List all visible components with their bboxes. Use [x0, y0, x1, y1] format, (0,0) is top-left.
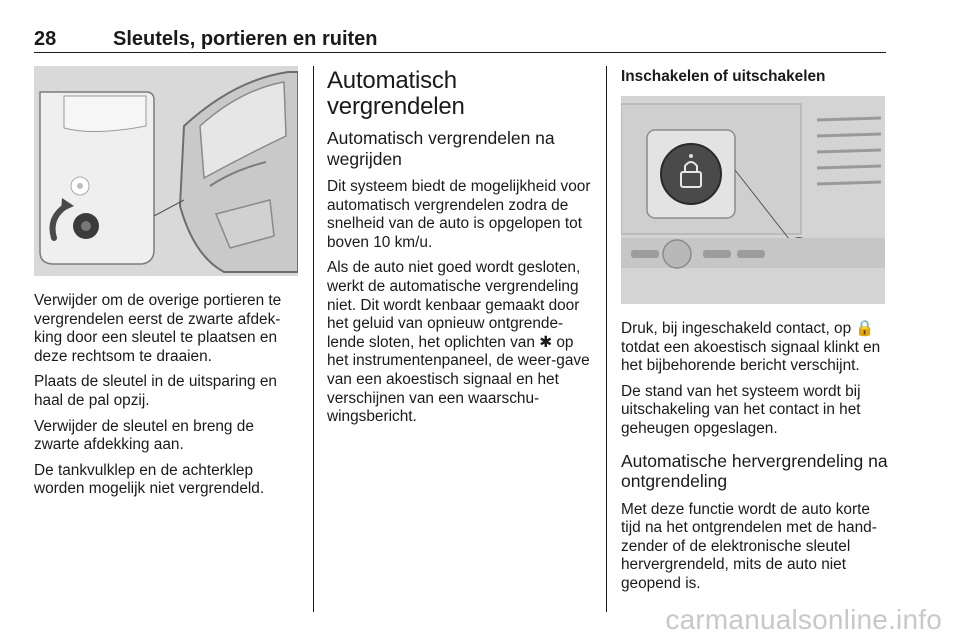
- heading-relock: Automatische hervergrendeling na ontgrendeling: [621, 450, 888, 492]
- paragraph: Dit systeem biedt de mogelijkheid voor automatisch vergrendelen zodra de snelheid van de auto is opgelopen tot boven 10 km/u.: [327, 178, 591, 251]
- paragraph: Druk, bij ingeschakeld contact, op 🔒 totdat een akoestisch signaal klinkt en het bijbehorende bericht verschijnt.: [621, 320, 881, 375]
- paragraph: Plaats de sleutel in de uitsparing en haal de pal opzij.: [34, 373, 277, 409]
- paragraph: Als de auto niet goed wordt gesloten, werkt de automatische vergrendeling niet. Dit wordt kenbaar gemaakt door het geluid van opnieuw ontgrende-lende sloten, het oplichten van ✱ op het instrumentenpaneel, de weer-gave van een akoestisch signaal en het verschijnen van een waarschu-wingsbericht.: [327, 259, 590, 426]
- column-right-lower: [621, 320, 889, 601]
- subheading: Automatisch vergrendelen na wegrijden: [327, 128, 555, 169]
- column-middle: [327, 68, 595, 434]
- column-divider-right: [606, 66, 607, 612]
- paragraph: Verwijder de sleutel en breng de zwarte afdekking aan.: [34, 417, 254, 454]
- page-title: Sleutels, portieren en ruiten: [113, 28, 378, 50]
- page-number: 28: [34, 28, 57, 50]
- page-header: [34, 28, 886, 52]
- door-lock-illustration: [34, 66, 298, 276]
- paragraph: Verwijder om de overige portieren te vergrendelen eerst de zwarte afdek-king door een sleutel te plaatsen en deze rechtsom te draaien.: [34, 292, 282, 365]
- paragraph: Met deze functie wordt de auto korte tijd na het ontgrendelen met de hand-zender of de elektronische sleutel hervergrendeld, mits de auto niet geopend is.: [621, 500, 877, 592]
- heading-toggle: Inschakelen of uitschakelen: [621, 68, 826, 85]
- watermark: carmanualsonline.info: [665, 604, 942, 635]
- header-divider: [34, 52, 886, 53]
- paragraph: De stand van het systeem wordt bij uitschakeling van het contact in het geheugen opgeslagen.: [621, 382, 861, 437]
- central-lock-button-illustration: [621, 96, 885, 304]
- column-divider-left: [313, 66, 314, 612]
- paragraph: De tankvulklep en de achterklep worden mogelijk niet vergrendeld.: [34, 461, 265, 498]
- section-title: Automatisch vergrendelen: [327, 67, 465, 120]
- column-right: [621, 68, 889, 86]
- column-left: [34, 292, 300, 506]
